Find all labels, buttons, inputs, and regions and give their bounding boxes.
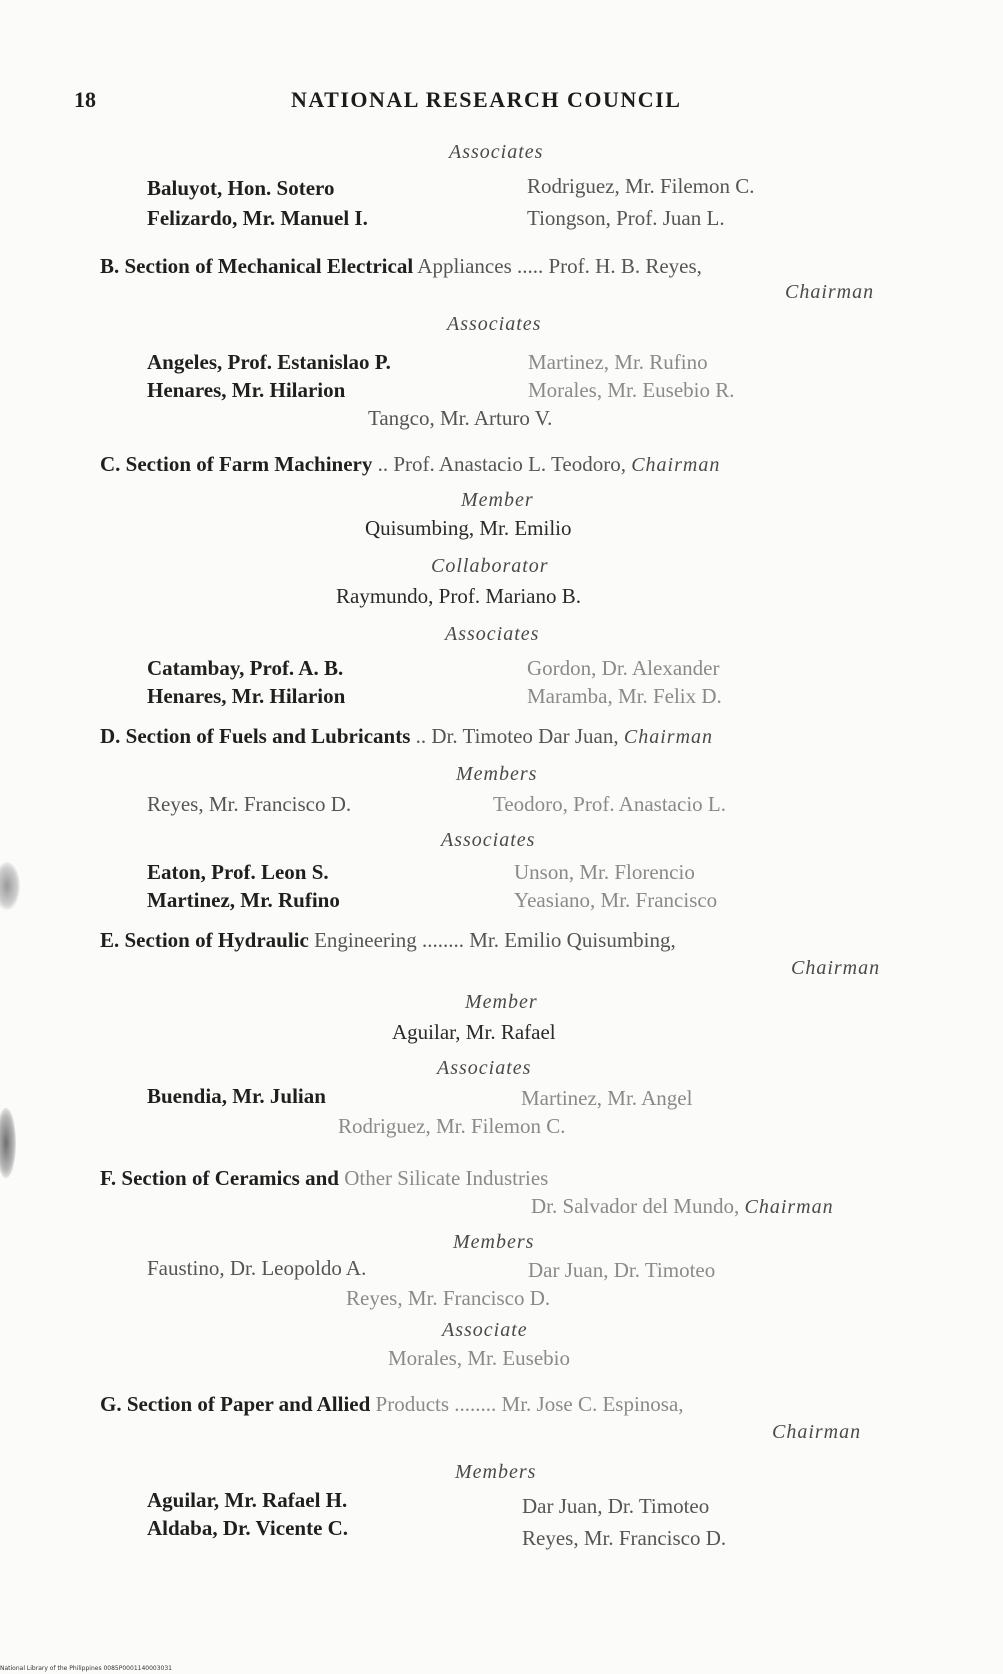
section-title-rest: Engineering ........ Mr. Emilio Quisumbing, xyxy=(314,928,676,952)
member-name: Quisumbing, Mr. Emilio xyxy=(365,516,572,540)
section-b-title xyxy=(100,254,702,278)
section-title-rest: Other Silicate Industries xyxy=(344,1166,549,1190)
section-title-bold: E. Section of Hydraulic xyxy=(100,928,309,952)
associates-heading: Associates xyxy=(441,829,536,851)
member-name: Dar Juan, Dr. Timoteo xyxy=(522,1494,710,1518)
section-f-title xyxy=(100,1166,548,1190)
scan-smudge xyxy=(0,862,20,910)
section-g-title xyxy=(100,1392,684,1416)
chairman-label: Chairman xyxy=(631,454,721,476)
member-name: Aldaba, Dr. Vicente C. xyxy=(147,1516,349,1540)
chairman-label: Chairman xyxy=(744,1196,834,1218)
members-heading: Members xyxy=(453,1231,535,1253)
associate-name: Unson, Mr. Florencio xyxy=(514,860,695,884)
section-d-title xyxy=(100,724,713,749)
associate-name: Maramba, Mr. Felix D. xyxy=(527,684,722,708)
scan-smudge xyxy=(0,1108,16,1178)
member-name: Reyes, Mr. Francisco D. xyxy=(522,1526,727,1550)
associate-name: Tangco, Mr. Arturo V. xyxy=(368,406,553,430)
associate-name: Buendia, Mr. Julian xyxy=(147,1084,326,1108)
collaborator-name: Raymundo, Prof. Mariano B. xyxy=(336,584,581,608)
chairman-name: Dr. Salvador del Mundo, xyxy=(531,1194,740,1218)
associate-name: Gordon, Dr. Alexander xyxy=(527,656,720,680)
section-title-bold: F. Section of Ceramics and xyxy=(100,1166,339,1190)
archive-footer: National Library of the Philippines 0085P0001140003031 xyxy=(0,1665,172,1672)
collaborator-heading: Collaborator xyxy=(431,555,549,577)
page-number: 18 xyxy=(74,87,96,112)
associate-name: Rodriguez, Mr. Filemon C. xyxy=(338,1114,566,1138)
associate-name: Felizardo, Mr. Manuel I. xyxy=(147,206,368,230)
associates-heading: Associates xyxy=(449,141,544,163)
running-header: NATIONAL RESEARCH COUNCIL xyxy=(291,87,682,112)
section-title-rest: Products ........ Mr. Jose C. Espinosa, xyxy=(375,1392,684,1416)
associate-name: Morales, Mr. Eusebio xyxy=(388,1346,570,1370)
section-title-rest: Appliances ..... Prof. H. B. Reyes, xyxy=(417,254,702,278)
associate-name: Eaton, Prof. Leon S. xyxy=(147,860,329,884)
member-name: Reyes, Mr. Francisco D. xyxy=(147,792,352,816)
associates-heading: Associates xyxy=(437,1057,532,1079)
associate-name: Baluyot, Hon. Sotero xyxy=(147,176,335,200)
chairman-label: Chairman xyxy=(785,281,875,303)
associate-name: Angeles, Prof. Estanislao P. xyxy=(147,350,391,374)
associate-heading: Associate xyxy=(442,1319,528,1341)
chairman-label: Chairman xyxy=(623,726,714,748)
associate-name: Tiongson, Prof. Juan L. xyxy=(527,206,725,230)
associate-name: Catambay, Prof. A. B. xyxy=(147,656,344,680)
section-c-title xyxy=(100,452,720,477)
section-title-bold: D. Section of Fuels and Lubricants xyxy=(100,724,411,748)
section-title-rest: .. Dr. Timoteo Dar Juan, xyxy=(415,724,619,748)
section-e-title xyxy=(100,928,676,952)
chairman-line xyxy=(531,1194,834,1219)
associate-name: Henares, Mr. Hilarion xyxy=(147,684,346,708)
chairman-label: Chairman xyxy=(772,1421,862,1443)
section-title-bold: B. Section of Mechanical Electrical xyxy=(100,254,414,278)
chairman-label: Chairman xyxy=(791,957,881,979)
associates-heading: Associates xyxy=(445,623,540,645)
associate-name: Martinez, Mr. Angel xyxy=(521,1086,693,1110)
associate-name: Henares, Mr. Hilarion xyxy=(147,378,346,402)
section-title-rest: .. Prof. Anastacio L. Teodoro, xyxy=(377,452,626,476)
member-name: Teodoro, Prof. Anastacio L. xyxy=(493,792,726,816)
member-name: Faustino, Dr. Leopoldo A. xyxy=(147,1256,367,1280)
member-name: Aguilar, Mr. Rafael H. xyxy=(147,1488,348,1512)
member-name: Aguilar, Mr. Rafael xyxy=(392,1020,556,1044)
associates-heading: Associates xyxy=(447,313,542,335)
section-title-bold: G. Section of Paper and Allied xyxy=(100,1392,371,1416)
member-heading: Member xyxy=(461,489,534,511)
member-name: Dar Juan, Dr. Timoteo xyxy=(528,1258,716,1282)
members-heading: Members xyxy=(456,763,538,785)
associate-name: Yeasiano, Mr. Francisco xyxy=(514,888,718,912)
associate-name: Martinez, Mr. Rufino xyxy=(528,350,708,374)
associate-name: Morales, Mr. Eusebio R. xyxy=(528,378,735,402)
members-heading: Members xyxy=(455,1461,537,1483)
member-name: Reyes, Mr. Francisco D. xyxy=(346,1286,551,1310)
section-title-bold: C. Section of Farm Machinery xyxy=(100,452,373,476)
member-heading: Member xyxy=(465,991,538,1013)
associate-name: Rodriguez, Mr. Filemon C. xyxy=(527,174,755,198)
associate-name: Martinez, Mr. Rufino xyxy=(147,888,340,912)
